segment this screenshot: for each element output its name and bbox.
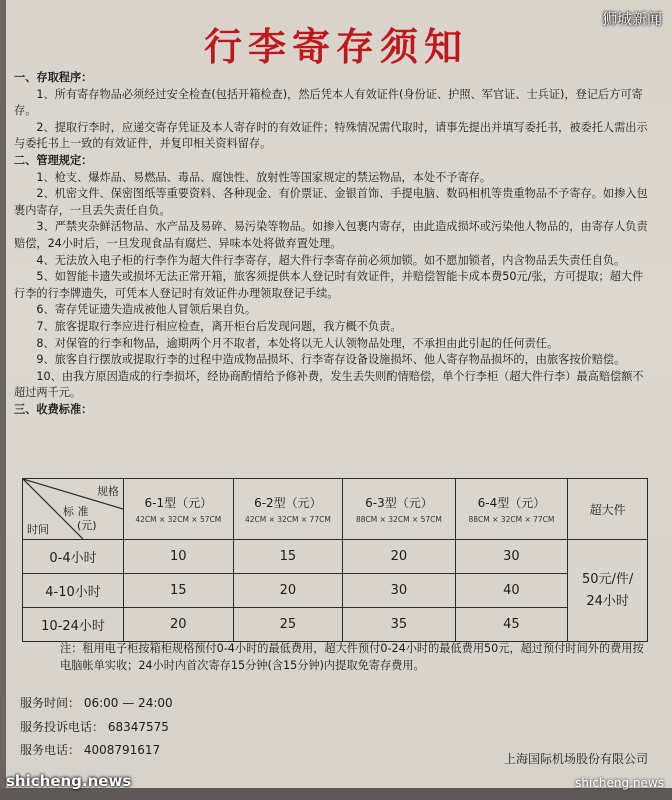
rule-item: 1、所有寄存物品必须经过安全检查(包括开箱检查)，然后凭本人有效证件(身份证、护照、军官证、士兵证)，登记后方可寄存。 bbox=[14, 87, 643, 118]
notice-title: 行李寄存须知 bbox=[203, 24, 468, 69]
corner-standard-label: 标 准 bbox=[63, 505, 89, 518]
fee-cell: 45 bbox=[455, 608, 568, 642]
fee-cell: 25 bbox=[233, 608, 343, 642]
column-header-6-3 bbox=[343, 479, 456, 540]
section-heading: 一、存取程序： bbox=[14, 71, 93, 84]
complaint-phone-label: 服务投诉电话： bbox=[20, 720, 105, 734]
fee-cell: 20 bbox=[233, 574, 343, 608]
column-type-label: 6-4型（元） bbox=[477, 496, 546, 510]
column-size-label: 88CM × 32CM × 57CM bbox=[355, 515, 442, 524]
rule-item: 3、严禁夹杂鲜活物品、水产品及易碎、易污染等物品。如掺入包裹内寄存，由此造成损坏或污染他人物品的，由寄存人负责赔偿，24小时后，一旦发现食品有腐烂、异味本处将做弃置处理。 bbox=[14, 220, 648, 250]
section-heading: 二、管理规定： bbox=[14, 153, 93, 167]
fee-cell: 20 bbox=[343, 540, 456, 574]
rule-item: 2、提取行李时，应递交寄存凭证及本人寄存时的有效证件；特殊情况需代取时，请事先提出并填写委托书，被委托人需出示与委托书上一致的有效证件，并复印相关资料留存。 bbox=[14, 120, 648, 151]
column-type-label: 6-2型（元） bbox=[254, 496, 322, 510]
watermark-bottom-right: shicheng.news bbox=[575, 776, 664, 790]
fee-cell: 30 bbox=[343, 574, 456, 608]
company-name: 上海国际机场股份有限公司 bbox=[503, 752, 648, 766]
service-phone-value: 4008791617 bbox=[83, 743, 161, 757]
rule-item: 10、由我方原因造成的行李损坏，经协商酌情给予修补费，发生丢失则酌情赔偿，单个行李柜（超大件行李）最高赔偿额不超过两千元。 bbox=[14, 369, 644, 400]
fee-table-wrapper bbox=[22, 478, 648, 642]
fee-table bbox=[22, 478, 648, 642]
corner-unit-label: (元) bbox=[77, 519, 97, 532]
service-phone-line bbox=[20, 741, 160, 758]
service-hours-value: 06:00 — 24:00 bbox=[83, 696, 173, 710]
column-header-6-1 bbox=[124, 479, 234, 540]
column-header-oversize: 超大件 bbox=[568, 479, 648, 540]
column-header-6-2 bbox=[233, 479, 343, 540]
table-row bbox=[23, 574, 648, 608]
rule-item: 7、旅客提取行李应进行相应检查，离开柜台后发现问题，我方概不负责。 bbox=[36, 319, 402, 333]
corner-spec-label: 规格 bbox=[97, 485, 119, 498]
fee-cell: 10 bbox=[124, 540, 234, 574]
oversize-fee-line-1: 50元/件/ bbox=[581, 571, 634, 587]
rules-content bbox=[14, 70, 654, 418]
fee-cell: 30 bbox=[455, 540, 568, 574]
service-hours-line bbox=[20, 694, 173, 711]
column-type-label: 6-3型（元） bbox=[365, 496, 433, 510]
corner-time-label: 时间 bbox=[27, 523, 49, 536]
column-type-label: 6-1型（元） bbox=[144, 496, 213, 510]
rule-item: 4、无法放入电子柜的行李作为超大件行李寄存，超大件行李寄存前必须加锁。如不愿加锁者，内含物品丢失责任自负。 bbox=[36, 253, 626, 267]
section-heading: 三、收费标准： bbox=[14, 402, 93, 416]
rule-item: 8、对保管的行李和物品，逾期两个月不取者，本处将以无人认领物品处理，不承担由此引起的任何责任。 bbox=[36, 336, 559, 350]
rule-item: 2、机密文件、保密图纸等重要资料、各种现金、有价票证、金银首饰、手提电脑、数码相机等贵重物品不予寄存。如掺入包裹内寄存，一旦丢失责任自负。 bbox=[14, 187, 648, 217]
row-time-cell: 4-10小时 bbox=[23, 574, 124, 608]
column-size-label: 88CM × 32CM × 77CM bbox=[468, 515, 555, 524]
service-hours-label: 服务时间： bbox=[20, 696, 81, 710]
rule-item: 5、如智能卡遗失或损坏无法正常开箱，旅客须提供本人登记时有效证件，并赔偿智能卡成本费50元/张，方可提取；超大件行李的行李牌遗失，可凭本人登记时有效证件办理领取登记手续。 bbox=[14, 270, 644, 300]
oversize-fee-line-2: 24小时 bbox=[586, 593, 629, 609]
fee-cell: 40 bbox=[455, 574, 568, 608]
fee-table-corner-cell bbox=[23, 479, 124, 540]
column-size-label: 42CM × 32CM × 77CM bbox=[244, 515, 331, 524]
rule-item: 9、旅客自行摆放或提取行李的过程中造成物品损坏、行李寄存设备设施损坏、他人寄存物品损坏的，由旅客按价赔偿。 bbox=[36, 353, 626, 367]
fee-table-header-row bbox=[23, 479, 648, 540]
fee-cell: 20 bbox=[124, 608, 234, 642]
row-time-cell: 10-24小时 bbox=[23, 608, 124, 642]
oversize-fee-cell bbox=[568, 540, 648, 642]
row-time-cell: 0-4小时 bbox=[23, 540, 124, 574]
column-header-6-4 bbox=[455, 479, 568, 540]
watermark-top: 狮城新闻 bbox=[601, 10, 662, 28]
complaint-phone-line bbox=[20, 718, 169, 735]
table-row bbox=[23, 608, 648, 642]
board-frame-left bbox=[0, 0, 6, 800]
fee-cell: 35 bbox=[343, 608, 456, 642]
fee-cell: 15 bbox=[124, 574, 234, 608]
rule-item: 1、枪支、爆炸品、易燃品、毒品、腐蚀性、放射性等国家规定的禁运物品，本处不予寄存。 bbox=[36, 170, 492, 184]
fee-cell: 15 bbox=[233, 540, 343, 574]
rule-item: 6、寄存凭证遗失造成被他人冒领后果自负。 bbox=[36, 303, 257, 317]
column-size-label: 42CM × 32CM × 57CM bbox=[135, 515, 222, 524]
service-phone-label: 服务电话： bbox=[20, 743, 81, 757]
watermark-bottom-left: shicheng.news bbox=[6, 772, 132, 790]
complaint-phone-value: 68347575 bbox=[107, 720, 169, 734]
fee-note: 注：租用电子柜按箱柜规格预付0-4小时的最低费用，超大件预付0-24小时的最低费用50元，超过预付时间外的费用按电脑帐单实收；24小时内首次寄存15分钟(含15分钟)内提取免寄存费用。 bbox=[60, 642, 644, 672]
table-row bbox=[23, 540, 648, 574]
